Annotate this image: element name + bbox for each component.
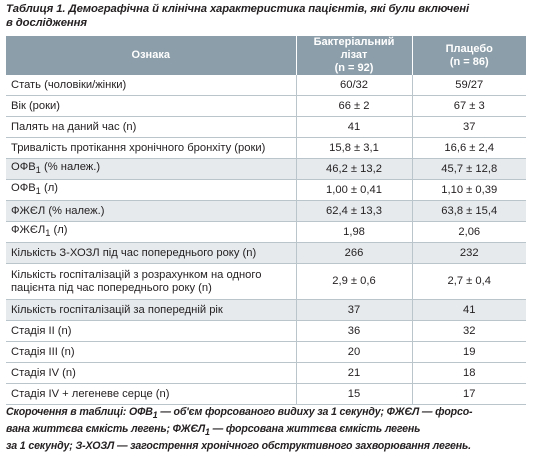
header-bacterial-lysate-title: Бактеріальний лізат (313, 36, 395, 61)
row-lysate-value: 1,00 ± 0,41 (296, 180, 412, 201)
table-row (6, 117, 526, 138)
footnote-line-2 (6, 422, 528, 439)
table-row (6, 321, 526, 342)
row-label-line-1: Кількість госпіталізацій з розрахунком на одного (11, 268, 262, 281)
row-label-text: ОФВ (11, 160, 36, 173)
row-lysate-value: 15 (296, 384, 412, 405)
row-placebo-value: 17 (412, 384, 526, 405)
row-placebo-value: 32 (412, 321, 526, 342)
row-label: Кількість З-ХОЗЛ під час попереднього року (n) (6, 243, 296, 264)
header-bacterial-lysate-n: (n = 92) (334, 62, 374, 74)
row-placebo-value: 232 (412, 243, 526, 264)
row-placebo-value: 59/27 (412, 75, 526, 96)
table-row (6, 363, 526, 384)
table-row (6, 138, 526, 159)
row-lysate-value: 66 ± 2 (296, 96, 412, 117)
table-row (6, 222, 526, 243)
row-lysate-value: 2,9 ± 0,6 (296, 264, 412, 300)
row-lysate-value: 37 (296, 300, 412, 321)
row-label: Стадія III (n) (6, 342, 296, 363)
row-lysate-value: 62,4 ± 13,3 (296, 201, 412, 222)
table-caption (6, 2, 526, 30)
table-row (6, 243, 526, 264)
table-footnote (6, 405, 528, 453)
row-label: Стадія IV + легеневе серце (n) (6, 384, 296, 405)
row-placebo-value: 63,8 ± 15,4 (412, 201, 526, 222)
footnote-text: — форсована життєва ємкість легень (209, 423, 421, 436)
table-row (6, 75, 526, 96)
table-header (6, 36, 526, 75)
row-label-subscript: 1 (35, 186, 41, 197)
row-lysate-value: 36 (296, 321, 412, 342)
row-label (6, 222, 296, 243)
row-lysate-value: 60/32 (296, 75, 412, 96)
footnote-text: Скорочення в таблиці: ОФВ (6, 406, 153, 418)
table-header-row (6, 36, 526, 75)
row-lysate-value: 1,98 (296, 222, 412, 243)
header-placebo-n: (n = 86) (449, 55, 489, 68)
row-label: Стадія II (n) (6, 321, 296, 342)
table-row (6, 201, 526, 222)
row-lysate-value: 46,2 ± 13,2 (296, 159, 412, 180)
row-label (6, 180, 296, 201)
row-placebo-value: 16,6 ± 2,4 (412, 138, 526, 159)
row-label-unit: (л) (40, 181, 58, 194)
row-label-unit: (% належ.) (40, 160, 101, 173)
row-label-subscript: 1 (35, 165, 41, 176)
row-lysate-value: 266 (296, 243, 412, 264)
row-label-text: ОФВ (11, 181, 36, 194)
row-label-subscript: 1 (45, 228, 51, 239)
row-placebo-value: 37 (412, 117, 526, 138)
row-label: Палять на даний час (n) (6, 117, 296, 138)
footnote-text: вана життєва ємкість легень; ФЖЄЛ (6, 423, 206, 436)
row-label-text: ФЖЄЛ (11, 223, 46, 236)
row-label: Тривалість протікання хронічного бронхіту (роки) (6, 138, 296, 159)
row-placebo-value: 45,7 ± 12,8 (412, 159, 526, 180)
row-label: Стадія IV (n) (6, 363, 296, 384)
row-label (6, 159, 296, 180)
row-label: ФЖЄЛ (% належ.) (6, 201, 296, 222)
footnote-line-3: за 1 секунду; З-ХОЗЛ — загострення хронічного обструктивного захворювання легень. (6, 440, 471, 453)
header-placebo (412, 36, 526, 75)
row-placebo-value: 2,06 (412, 222, 526, 243)
table-row (6, 342, 526, 363)
header-placebo-title: Плацебо (445, 42, 493, 55)
row-lysate-value: 41 (296, 117, 412, 138)
row-placebo-value: 67 ± 3 (412, 96, 526, 117)
row-label (6, 264, 296, 300)
table-caption-line-1: Таблиця 1. Демографічна й клінічна характеристика пацієнтів, які були включені (6, 3, 470, 15)
table-row (6, 96, 526, 117)
table-row (6, 180, 526, 201)
row-label-unit: (л) (50, 223, 68, 236)
table-row (6, 384, 526, 405)
table-caption-line-2: в дослідження (6, 17, 87, 29)
row-lysate-value: 15,8 ± 3,1 (296, 138, 412, 159)
table-row (6, 159, 526, 180)
row-label: Кількість госпіталізацій за попередній рік (6, 300, 296, 321)
footnote-subscript: 1 (205, 427, 210, 438)
row-lysate-value: 20 (296, 342, 412, 363)
row-lysate-value: 21 (296, 363, 412, 384)
header-bacterial-lysate (296, 36, 412, 75)
table-body (6, 75, 526, 405)
row-label: Вік (роки) (6, 96, 296, 117)
footnote-subscript: 1 (152, 410, 158, 421)
footnote-line-1 (6, 405, 528, 422)
table-row (6, 264, 526, 300)
row-label: Стать (чоловіки/жінки) (6, 75, 296, 96)
header-feature: Ознака (6, 36, 296, 75)
row-placebo-value: 18 (412, 363, 526, 384)
footnote-text: — об'єм форсованого видиху за 1 секунду; ФЖЄЛ — форсо- (157, 406, 473, 418)
demographics-table (6, 36, 526, 405)
row-placebo-value: 41 (412, 300, 526, 321)
table-row (6, 300, 526, 321)
row-placebo-value: 2,7 ± 0,4 (412, 264, 526, 300)
row-placebo-value: 1,10 ± 0,39 (412, 180, 526, 201)
row-label-line-2: пацієнта під час попереднього року (n) (11, 281, 212, 294)
row-placebo-value: 19 (412, 342, 526, 363)
